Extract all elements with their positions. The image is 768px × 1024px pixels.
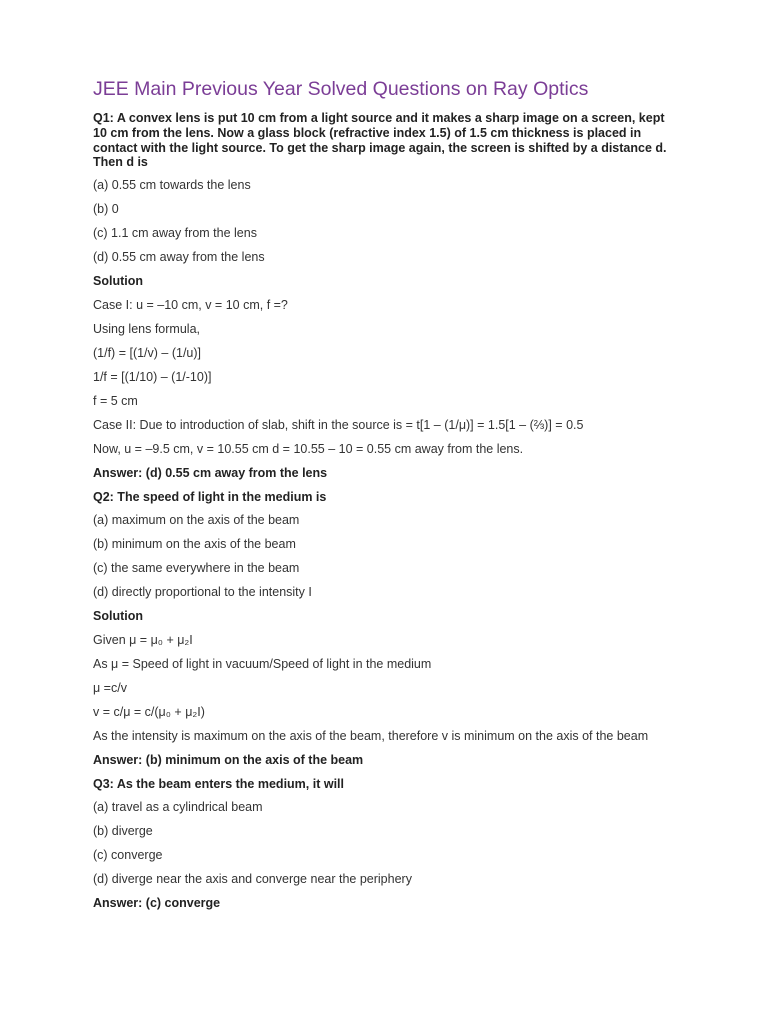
q2-option-d: (d) directly proportional to the intensity I xyxy=(93,584,312,599)
q2-solution-heading: Solution xyxy=(93,608,143,623)
q2-solution-line: Given μ = μ₀ + μ₂I xyxy=(93,632,193,647)
q2-solution-line: As the intensity is maximum on the axis of the beam, therefore v is minimum on the axis of the beam xyxy=(93,728,649,743)
question-2-text: Q2: The speed of light in the medium is xyxy=(93,490,327,505)
q2-option-c: (c) the same everywhere in the beam xyxy=(93,560,300,575)
q3-option-c: (c) converge xyxy=(93,847,163,862)
q1-solution-line: Now, u = –9.5 cm, v = 10.55 cm d = 10.55 – 10 = 0.55 cm away from the lens. xyxy=(93,442,524,457)
q1-solution-line: (1/f) = [(1/v) – (1/u)] xyxy=(93,346,202,361)
document-page xyxy=(93,76,668,920)
q3-option-a: (a) travel as a cylindrical beam xyxy=(93,799,263,814)
q2-option-b: (b) minimum on the axis of the beam xyxy=(93,536,296,551)
question-3-text: Q3: As the beam enters the medium, it will xyxy=(93,776,344,791)
q1-solution-line: Using lens formula, xyxy=(93,322,200,337)
q2-answer: Answer: (b) minimum on the axis of the beam xyxy=(93,752,364,767)
q1-answer: Answer: (d) 0.55 cm away from the lens xyxy=(93,466,328,481)
q3-answer: Answer: (c) converge xyxy=(93,895,221,910)
q1-option-d: (d) 0.55 cm away from the lens xyxy=(93,250,265,265)
q3-option-d: (d) diverge near the axis and converge near the periphery xyxy=(93,871,412,886)
question-1 xyxy=(93,111,668,481)
q1-solution-line: f = 5 cm xyxy=(93,394,138,409)
q1-option-b: (b) 0 xyxy=(93,202,119,217)
q2-solution-line: μ =c/v xyxy=(93,680,127,695)
q1-option-c: (c) 1.1 cm away from the lens xyxy=(93,226,257,241)
q2-solution-line: v = c/μ = c/(μ₀ + μ₂I) xyxy=(93,704,205,719)
q2-option-a: (a) maximum on the axis of the beam xyxy=(93,512,300,527)
q1-solution-line: 1/f = [(1/10) – (1/-10)] xyxy=(93,370,212,385)
q2-solution-line: As μ = Speed of light in vacuum/Speed of light in the medium xyxy=(93,656,432,671)
q1-option-a: (a) 0.55 cm towards the lens xyxy=(93,178,251,193)
q3-option-b: (b) diverge xyxy=(93,823,153,838)
page-title: JEE Main Previous Year Solved Questions on Ray Optics xyxy=(93,78,589,100)
question-2 xyxy=(93,490,668,768)
q1-solution-heading: Solution xyxy=(93,274,143,289)
q1-solution-line: Case II: Due to introduction of slab, shift in the source is = t[1 – (1/μ)] = 1.5[1 – (⅔)] = 0.5 xyxy=(93,418,584,433)
question-3 xyxy=(93,777,668,911)
question-1-text: Q1: A convex lens is put 10 cm from a light source and it makes a sharp image on a screen, kept 10 cm from the lens. Now a glass block (refractive index 1.5) of 1.5 cm thickness is placed in contact with the light source. To get the sharp image again, the screen is shifted by a distance d. Then d is xyxy=(93,111,667,170)
q1-solution-line: Case I: u = –10 cm, v = 10 cm, f =? xyxy=(93,298,288,313)
